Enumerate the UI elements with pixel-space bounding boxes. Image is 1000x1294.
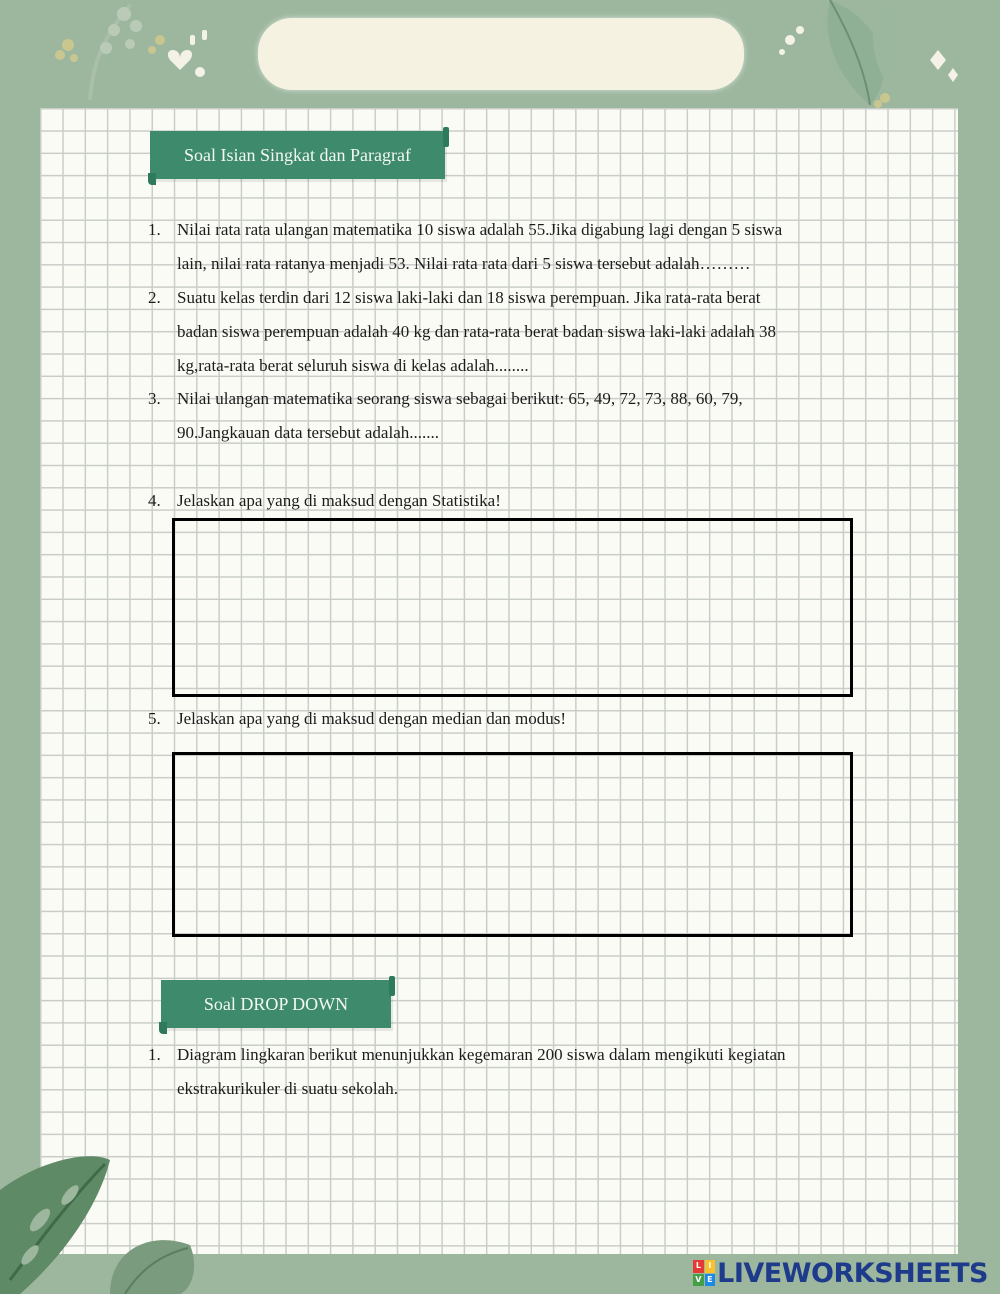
question-line: lain, nilai rata ratanya menjadi 53. Nilai rata rata dari 5 siswa tersebut adalah……… bbox=[177, 254, 751, 273]
logo-letter: V bbox=[693, 1274, 704, 1287]
leaf-icon bbox=[770, 0, 1000, 110]
dropdown-question-1 bbox=[148, 1038, 928, 1106]
section-banner-isian bbox=[150, 131, 445, 179]
brand-logo-icon bbox=[693, 1260, 715, 1286]
question-line: kg,rata-rata berat seluruh siswa di kelas adalah........ bbox=[177, 356, 529, 375]
question-number: 5. bbox=[148, 709, 161, 728]
question-line: Nilai ulangan matematika seorang siswa sebagai berikut: 65, 49, 72, 73, 88, 60, 79, bbox=[177, 389, 743, 408]
question-line: Jelaskan apa yang di maksud dengan Statistika! bbox=[177, 491, 501, 510]
question-line: 90.Jangkauan data tersebut adalah....... bbox=[177, 423, 439, 442]
logo-letter: E bbox=[705, 1274, 716, 1287]
flower-sprig-icon bbox=[40, 0, 260, 105]
question-number: 2. bbox=[148, 288, 161, 307]
question-line: Suatu kelas terdin dari 12 siswa laki-laki dan 18 siswa perempuan. Jika rata-rata berat bbox=[177, 288, 761, 307]
question-text bbox=[177, 382, 743, 450]
question-text bbox=[177, 213, 782, 281]
logo-letter: I bbox=[705, 1260, 716, 1273]
brand-text: LIVEWORKSHEETS bbox=[717, 1257, 988, 1289]
question-line: Diagram lingkaran berikut menunjukkan kegemaran 200 siswa dalam mengikuti kegiatan bbox=[177, 1045, 786, 1064]
question-line: badan siswa perempuan adalah 40 kg dan rata-rata berat badan siswa laki-laki adalah 38 bbox=[177, 322, 777, 341]
question-number: 4. bbox=[148, 491, 161, 510]
question-line: ekstrakurikuler di suatu sekolah. bbox=[177, 1079, 398, 1098]
question-line: Nilai rata rata ulangan matematika 10 siswa adalah 55.Jika digabung lagi dengan 5 siswa bbox=[177, 220, 783, 239]
question-text bbox=[177, 484, 501, 518]
title-pill bbox=[258, 18, 744, 90]
section-banner-label: Soal Isian Singkat dan Paragraf bbox=[184, 144, 411, 165]
question-2 bbox=[148, 281, 908, 383]
answer-box-median-modus[interactable] bbox=[172, 752, 853, 937]
question-number: 1. bbox=[148, 220, 161, 239]
question-3 bbox=[148, 382, 908, 450]
answer-box-statistika[interactable] bbox=[172, 518, 853, 697]
section-banner-dropdown bbox=[161, 980, 391, 1028]
monstera-leaf-icon bbox=[0, 1150, 220, 1294]
question-line: Jelaskan apa yang di maksud dengan median dan modus! bbox=[177, 709, 567, 728]
question-1 bbox=[148, 213, 908, 281]
brand[interactable] bbox=[693, 1258, 988, 1288]
logo-letter: L bbox=[693, 1260, 704, 1273]
section-banner-label: Soal DROP DOWN bbox=[203, 993, 349, 1014]
question-5 bbox=[148, 702, 908, 736]
question-number: 3. bbox=[148, 389, 161, 408]
question-4 bbox=[148, 484, 908, 518]
question-text bbox=[177, 1038, 786, 1106]
question-number: 1. bbox=[148, 1045, 161, 1064]
question-text bbox=[177, 281, 776, 383]
question-text bbox=[177, 702, 566, 736]
